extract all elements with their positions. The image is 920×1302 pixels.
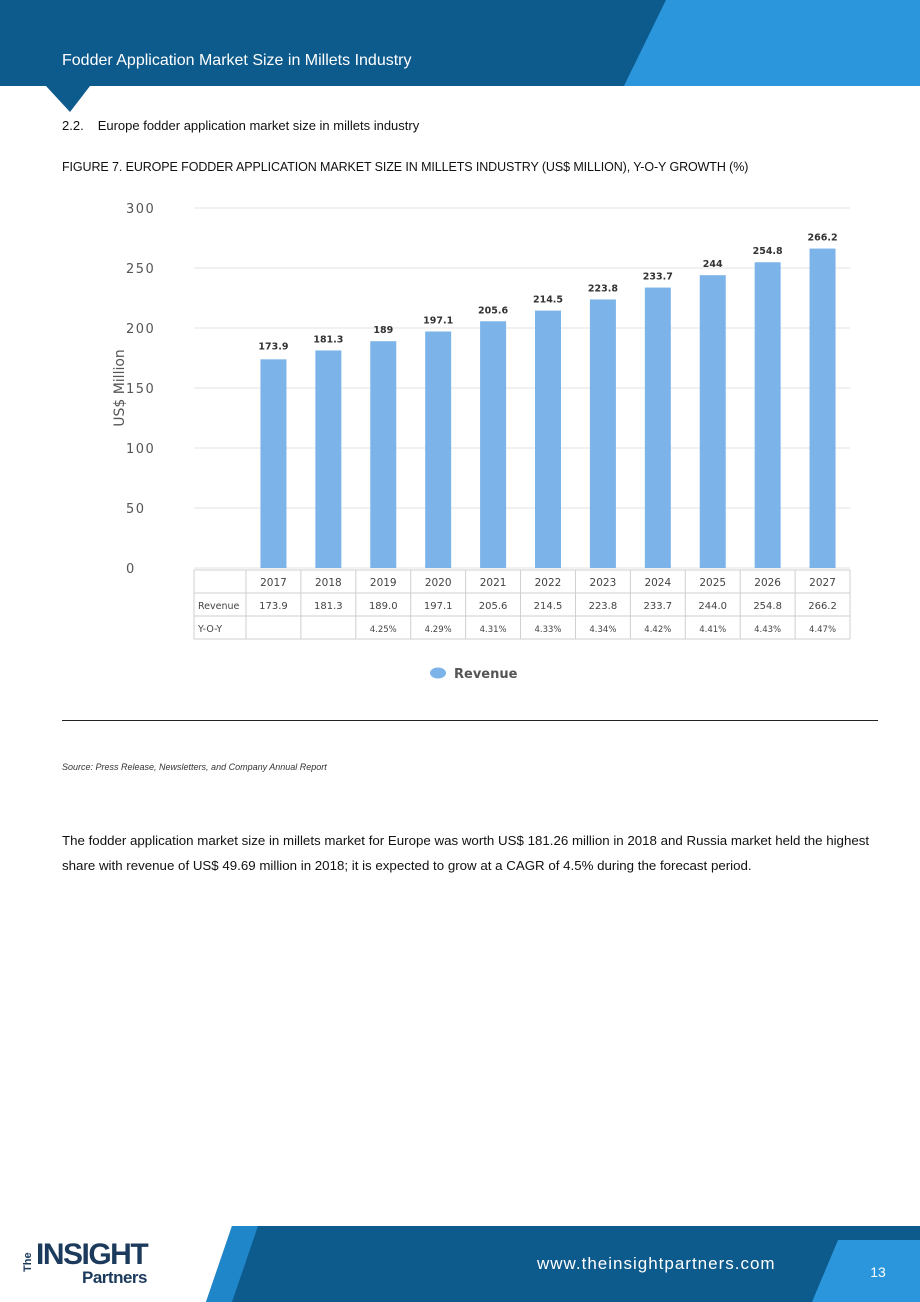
table-cell: 181.3 bbox=[314, 601, 343, 612]
bar bbox=[480, 321, 506, 568]
y-axis-label: US$ Million bbox=[112, 349, 128, 427]
table-cell: 223.8 bbox=[588, 601, 618, 612]
bar-data-label: 181.3 bbox=[313, 334, 344, 346]
table-row-label: Y-O-Y bbox=[198, 624, 223, 635]
bar bbox=[370, 341, 396, 568]
header-title: Fodder Application Market Size in Millets Industry bbox=[62, 52, 412, 69]
x-tick-label: 2024 bbox=[644, 577, 672, 589]
y-tick-label: 100 bbox=[126, 442, 156, 457]
table-cell: 266.2 bbox=[808, 601, 837, 612]
x-tick-label: 2020 bbox=[424, 577, 452, 589]
y-tick-label: 300 bbox=[126, 202, 156, 217]
table-cell: 197.1 bbox=[423, 601, 453, 612]
revenue-bar-chart bbox=[100, 190, 860, 690]
insight-partners-logo bbox=[22, 1232, 172, 1294]
section-number: 2.2. bbox=[62, 118, 84, 133]
x-tick-label: 2019 bbox=[369, 577, 397, 589]
table-cell: 4.29% bbox=[424, 625, 452, 635]
table-cell: 189.0 bbox=[368, 601, 398, 612]
bar-data-label: 254.8 bbox=[752, 246, 783, 258]
y-tick-label: 50 bbox=[126, 502, 146, 517]
header-notch bbox=[46, 86, 90, 112]
bar-data-label: 173.9 bbox=[258, 341, 289, 353]
table-cell: 254.8 bbox=[753, 601, 782, 612]
table-row-label: Revenue bbox=[198, 601, 240, 612]
bar-data-label: 214.5 bbox=[532, 294, 564, 306]
bar bbox=[590, 299, 616, 568]
body-paragraph: The fodder application market size in millets market for Europe was worth US$ 181.26 million in 2018 and Russia market held the highest share with revenue of US$ 49.69 million in 2018; it is expected to grow at a CAGR of 4.5% during the forecast period. bbox=[62, 833, 870, 873]
bar-data-label: 197.1 bbox=[423, 315, 454, 327]
legend-label: Revenue bbox=[454, 667, 518, 682]
bar-data-label: 205.6 bbox=[478, 305, 509, 317]
x-tick-label: 2018 bbox=[314, 577, 342, 589]
table-cell: 214.5 bbox=[533, 601, 563, 612]
table-cell: 4.31% bbox=[479, 625, 507, 635]
y-tick-label: 250 bbox=[126, 262, 156, 277]
table-cell: 4.25% bbox=[369, 625, 397, 635]
divider-line bbox=[62, 720, 878, 721]
logo-the: The bbox=[22, 1252, 34, 1272]
table-cell: 244.0 bbox=[698, 601, 728, 612]
bar bbox=[425, 331, 451, 568]
table-cell: 4.34% bbox=[589, 625, 617, 635]
table-cell: 4.33% bbox=[534, 625, 562, 635]
x-tick-label: 2027 bbox=[809, 577, 836, 589]
table-cell: 4.42% bbox=[644, 625, 672, 635]
y-tick-label: 0 bbox=[126, 562, 136, 577]
logo-insight: INSIGHT bbox=[36, 1238, 148, 1271]
logo-partners: Partners bbox=[82, 1268, 147, 1287]
page-number: 13 bbox=[870, 1264, 886, 1280]
bar bbox=[755, 262, 781, 568]
bar bbox=[535, 311, 561, 568]
table-cell: 205.6 bbox=[478, 601, 508, 612]
footer-url-link[interactable]: www.theinsightpartners.com bbox=[537, 1254, 776, 1273]
section-title: Europe fodder application market size in millets industry bbox=[97, 118, 420, 133]
bar-data-label: 244 bbox=[702, 259, 723, 271]
table-cell: 233.7 bbox=[643, 601, 673, 612]
bar-data-label: 266.2 bbox=[807, 232, 838, 244]
y-tick-label: 150 bbox=[126, 382, 156, 397]
table-cell: 4.47% bbox=[809, 625, 837, 635]
bar-data-label: 233.7 bbox=[642, 271, 673, 283]
bar bbox=[645, 288, 671, 568]
x-tick-label: 2021 bbox=[479, 577, 507, 589]
x-tick-label: 2026 bbox=[754, 577, 782, 589]
x-tick-label: 2017 bbox=[260, 577, 287, 589]
table-cell: 4.41% bbox=[699, 625, 727, 635]
bar-data-label: 189 bbox=[373, 325, 394, 337]
legend-swatch bbox=[430, 668, 446, 679]
header-background bbox=[0, 0, 920, 86]
section-heading bbox=[62, 118, 419, 133]
y-tick-label: 200 bbox=[126, 322, 156, 337]
bar bbox=[810, 249, 836, 568]
bar bbox=[700, 275, 726, 568]
page-header bbox=[0, 0, 920, 86]
source-note: Source: Press Release, Newsletters, and Company Annual Report bbox=[62, 762, 327, 772]
table-cell: 173.9 bbox=[259, 601, 288, 612]
figure-caption: FIGURE 7. EUROPE FODDER APPLICATION MARKET SIZE IN MILLETS INDUSTRY (US$ MILLION), Y-O-Y GROWTH (%) bbox=[62, 160, 749, 174]
bar-data-label: 223.8 bbox=[587, 283, 618, 295]
x-tick-label: 2025 bbox=[699, 577, 727, 589]
bar bbox=[315, 350, 341, 568]
x-tick-label: 2022 bbox=[534, 577, 562, 589]
x-tick-label: 2023 bbox=[589, 577, 617, 589]
table-cell: 4.43% bbox=[754, 625, 782, 635]
bar bbox=[260, 359, 286, 568]
